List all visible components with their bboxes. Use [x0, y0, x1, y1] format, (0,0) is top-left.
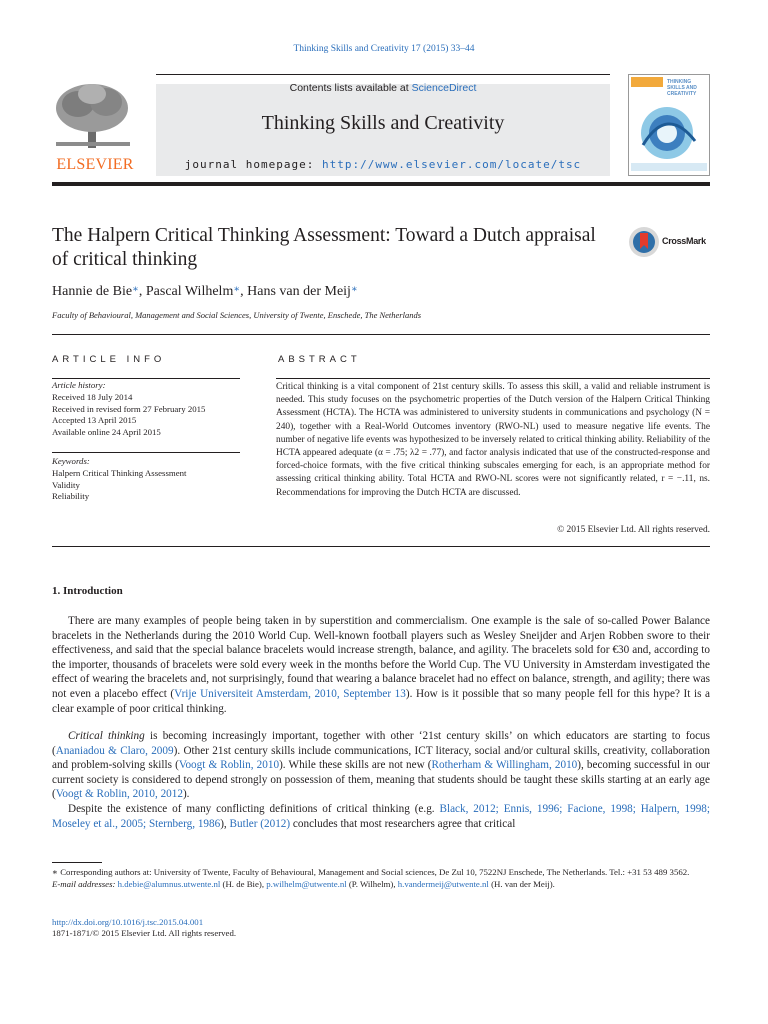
abstract-heading: ABSTRACT: [278, 354, 361, 365]
abstract-copyright: © 2015 Elsevier Ltd. All rights reserved.: [557, 525, 710, 535]
paragraph-text: ),: [220, 817, 230, 830]
paragraph-text: ). Other 21st century skills include communications, ICT literacy, social and/or cultural skills, creativity, collaboration and problem-solving skills (: [52, 744, 710, 772]
author-footnote-mark[interactable]: ∗: [132, 284, 139, 295]
email-link[interactable]: p.wilhelm@utwente.nl: [266, 879, 347, 889]
section-heading-introduction: 1. Introduction: [52, 585, 123, 597]
keywords-heading: Keywords:: [52, 456, 90, 466]
title-bottom-rule: [52, 334, 710, 335]
elsevier-logo: [50, 82, 140, 178]
citation-link[interactable]: Vrije Universiteit Amsterdam, 2010, September 13: [174, 687, 406, 700]
cover-title: THINKING SKILLS AND CREATIVITY: [667, 79, 697, 97]
contents-line: [156, 82, 610, 94]
abstract-text: Critical thinking is a vital component of 21st century skills. To assess this skill, a valid and reliable instrument is needed. This study focuses on the psychometric properties of the Dutch version of the Halpern Critical Thinking Assessment (HCTA). The HCTA was administered to university students in communications and psychology (N = 240), together with a Real-World Outcomes inventory (RWO-NL) used to measure negative life events. The number of negative life events was hypothesized to be inversely related to critical thinking ability. Reliability of the HCTA appeared adequate (α = .75; λ2 = .77), and factor analysis indicated that use of the constructed-response and forced-choice formats, with the five critical thinking subscales emerging for each, is an appropriate method for assessing critical thinking ability. Total HCTA and RWO-NL scores were not significantly related, r = −.11, ns. Recommendations for improving the Dutch HCTA are discussed.: [276, 382, 710, 498]
body-paragraph: [52, 802, 710, 831]
elsevier-wordmark: ELSEVIER: [56, 156, 134, 173]
paragraph-text: ). While these skills are not new (: [279, 759, 432, 772]
journal-reference-link[interactable]: Thinking Skills and Creativity 17 (2015) 33–44: [293, 44, 475, 54]
footnote-mark: ∗: [52, 867, 58, 877]
author-footnote-mark[interactable]: ∗: [350, 284, 358, 295]
header-top-rule: [156, 74, 610, 75]
keyword-item: Validity: [52, 479, 80, 490]
info-rule: [52, 452, 240, 453]
history-item: Available online 24 April 2015: [52, 427, 161, 438]
citation-link[interactable]: Voogt & Roblin, 2010: [178, 759, 280, 772]
paragraph-text: is becoming increasingly important, together with other ‘21st century skills’ on which educators are starting to focus (: [52, 730, 710, 757]
keyword-item: Reliability: [52, 491, 90, 502]
citation-link[interactable]: Rotherham & Willingham, 2010: [431, 759, 578, 772]
citation-link[interactable]: Black, 2012; Ennis, 1996; Facione, 1998; Halpern, 1998; Moseley et al., 2005; Sternberg, 1986: [52, 803, 711, 830]
doi-link[interactable]: http://dx.doi.org/10.1016/j.tsc.2015.04.001: [52, 917, 204, 927]
history-item: Received in revised form 27 February 2015: [52, 403, 206, 414]
paragraph-text: Despite the existence of many conflicting definitions of critical thinking (e.g.: [68, 803, 440, 815]
contents-prefix: Contents lists available at: [289, 82, 412, 94]
journal-title: Thinking Skills and Creativity: [261, 112, 505, 134]
article-history: [52, 380, 240, 439]
homepage-link[interactable]: http://www.elsevier.com/locate/tsc: [322, 158, 582, 171]
author-list: Hannie de Bie∗, Pascal Wilhelm∗, Hans van der Meij∗: [52, 284, 358, 299]
author-footnote-mark[interactable]: ∗: [233, 284, 241, 295]
crossmark-badge[interactable]: [628, 226, 712, 260]
email-heading: E-mail addresses:: [52, 879, 116, 889]
article-info-heading: ARTICLE INFO: [52, 354, 166, 365]
corresponding-text: Corresponding authors at: University of Twente, Faculty of Behavioural, Management and Social sciences, De Zul 10, 7522NJ Enschede, The Netherlands. Tel.: +31 53 489 3562.: [60, 867, 690, 877]
author-name: Hans van der Meij: [247, 284, 351, 299]
email-owner: (P. Wilhelm),: [346, 879, 398, 889]
email-owner: (H. van der Meij).: [488, 879, 555, 889]
article-title: The Halpern Critical Thinking Assessment: Toward a Dutch appraisal of critical thinking: [52, 225, 596, 270]
paragraph-text: concludes that most researchers agree that critical: [290, 817, 516, 830]
footnote: [52, 866, 710, 890]
elsevier-tree-icon: [50, 82, 136, 150]
body-paragraph: [52, 729, 710, 802]
journal-homepage-line: [156, 158, 610, 171]
author-name: Hannie de Bie: [52, 284, 133, 299]
history-item: Accepted 13 April 2015: [52, 415, 137, 426]
history-heading: Article history:: [52, 380, 106, 390]
header-thick-rule: [52, 182, 710, 186]
author-name: Pascal Wilhelm: [145, 284, 234, 299]
footnote-rule: [52, 862, 102, 863]
email-link[interactable]: h.debie@alumnus.utwente.nl: [117, 879, 221, 889]
sciencedirect-link[interactable]: ScienceDirect: [411, 82, 477, 94]
affiliation: Faculty of Behavioural, Management and Social Sciences, University of Twente, Enschede, The Netherlands: [52, 310, 422, 320]
abstract-rule: [276, 378, 710, 379]
email-addresses: [52, 878, 710, 890]
journal-cover-image: [628, 74, 710, 176]
history-item: Received 18 July 2014: [52, 391, 133, 402]
paragraph-text: There are many examples of people being taken in by superstition and commercialism. One example is the sale of so-called Power Balance bracelets in the Netherlands during the 2010 World Cup. Well-known football players such as Wesley Sneijder and Arjen Robben swore to their effectiveness, and said that the special balance bracelets would increase strength, balance, and agility. The bracelets sold for €30 and, according to the importer, thousands of bracelets were sold every week in the months before the World Cup. The VU University in Amsterdam investigated the effect of wearing the bracelets and, not surprisingly, found that wearing a balance bracelet had no effect on balance, strength, and agility; there was not even a placebo effect (: [52, 615, 710, 700]
paragraph-text: ).: [182, 788, 190, 801]
email-link[interactable]: h.vandermeij@utwente.nl: [397, 879, 489, 889]
corresponding-author-note: [52, 866, 710, 878]
info-rule: [52, 378, 240, 379]
homepage-prefix: journal homepage:: [184, 158, 323, 171]
keyword-item: Halpern Critical Thinking Assessment: [52, 467, 187, 478]
citation-link[interactable]: Ananiadou & Claro, 2009: [55, 744, 174, 757]
citation-link[interactable]: Voogt & Roblin, 2010, 2012: [55, 788, 183, 801]
citation-link[interactable]: Butler (2012): [229, 817, 291, 830]
paragraph-text: ). How is it possible that so many people fell for this hype? It is a clear example of poor critical thinking.: [52, 687, 710, 715]
abstract-bottom-rule: [52, 546, 710, 547]
crossmark-icon: [628, 226, 660, 258]
issn-copyright: 1871-1871/© 2015 Elsevier Ltd. All rights reserved.: [52, 928, 237, 938]
crossmark-label: CrossMark: [662, 236, 706, 246]
keywords: [52, 456, 240, 503]
body-paragraph: [52, 614, 710, 716]
email-owner: (H. de Bie),: [220, 879, 267, 889]
paragraph-text: ), becoming successful in our current society is considered to depend strongly on possession of them, meaning that students should be taught these skills starting at an early age (: [52, 759, 710, 801]
emphasis-term: Critical thinking: [68, 730, 145, 742]
